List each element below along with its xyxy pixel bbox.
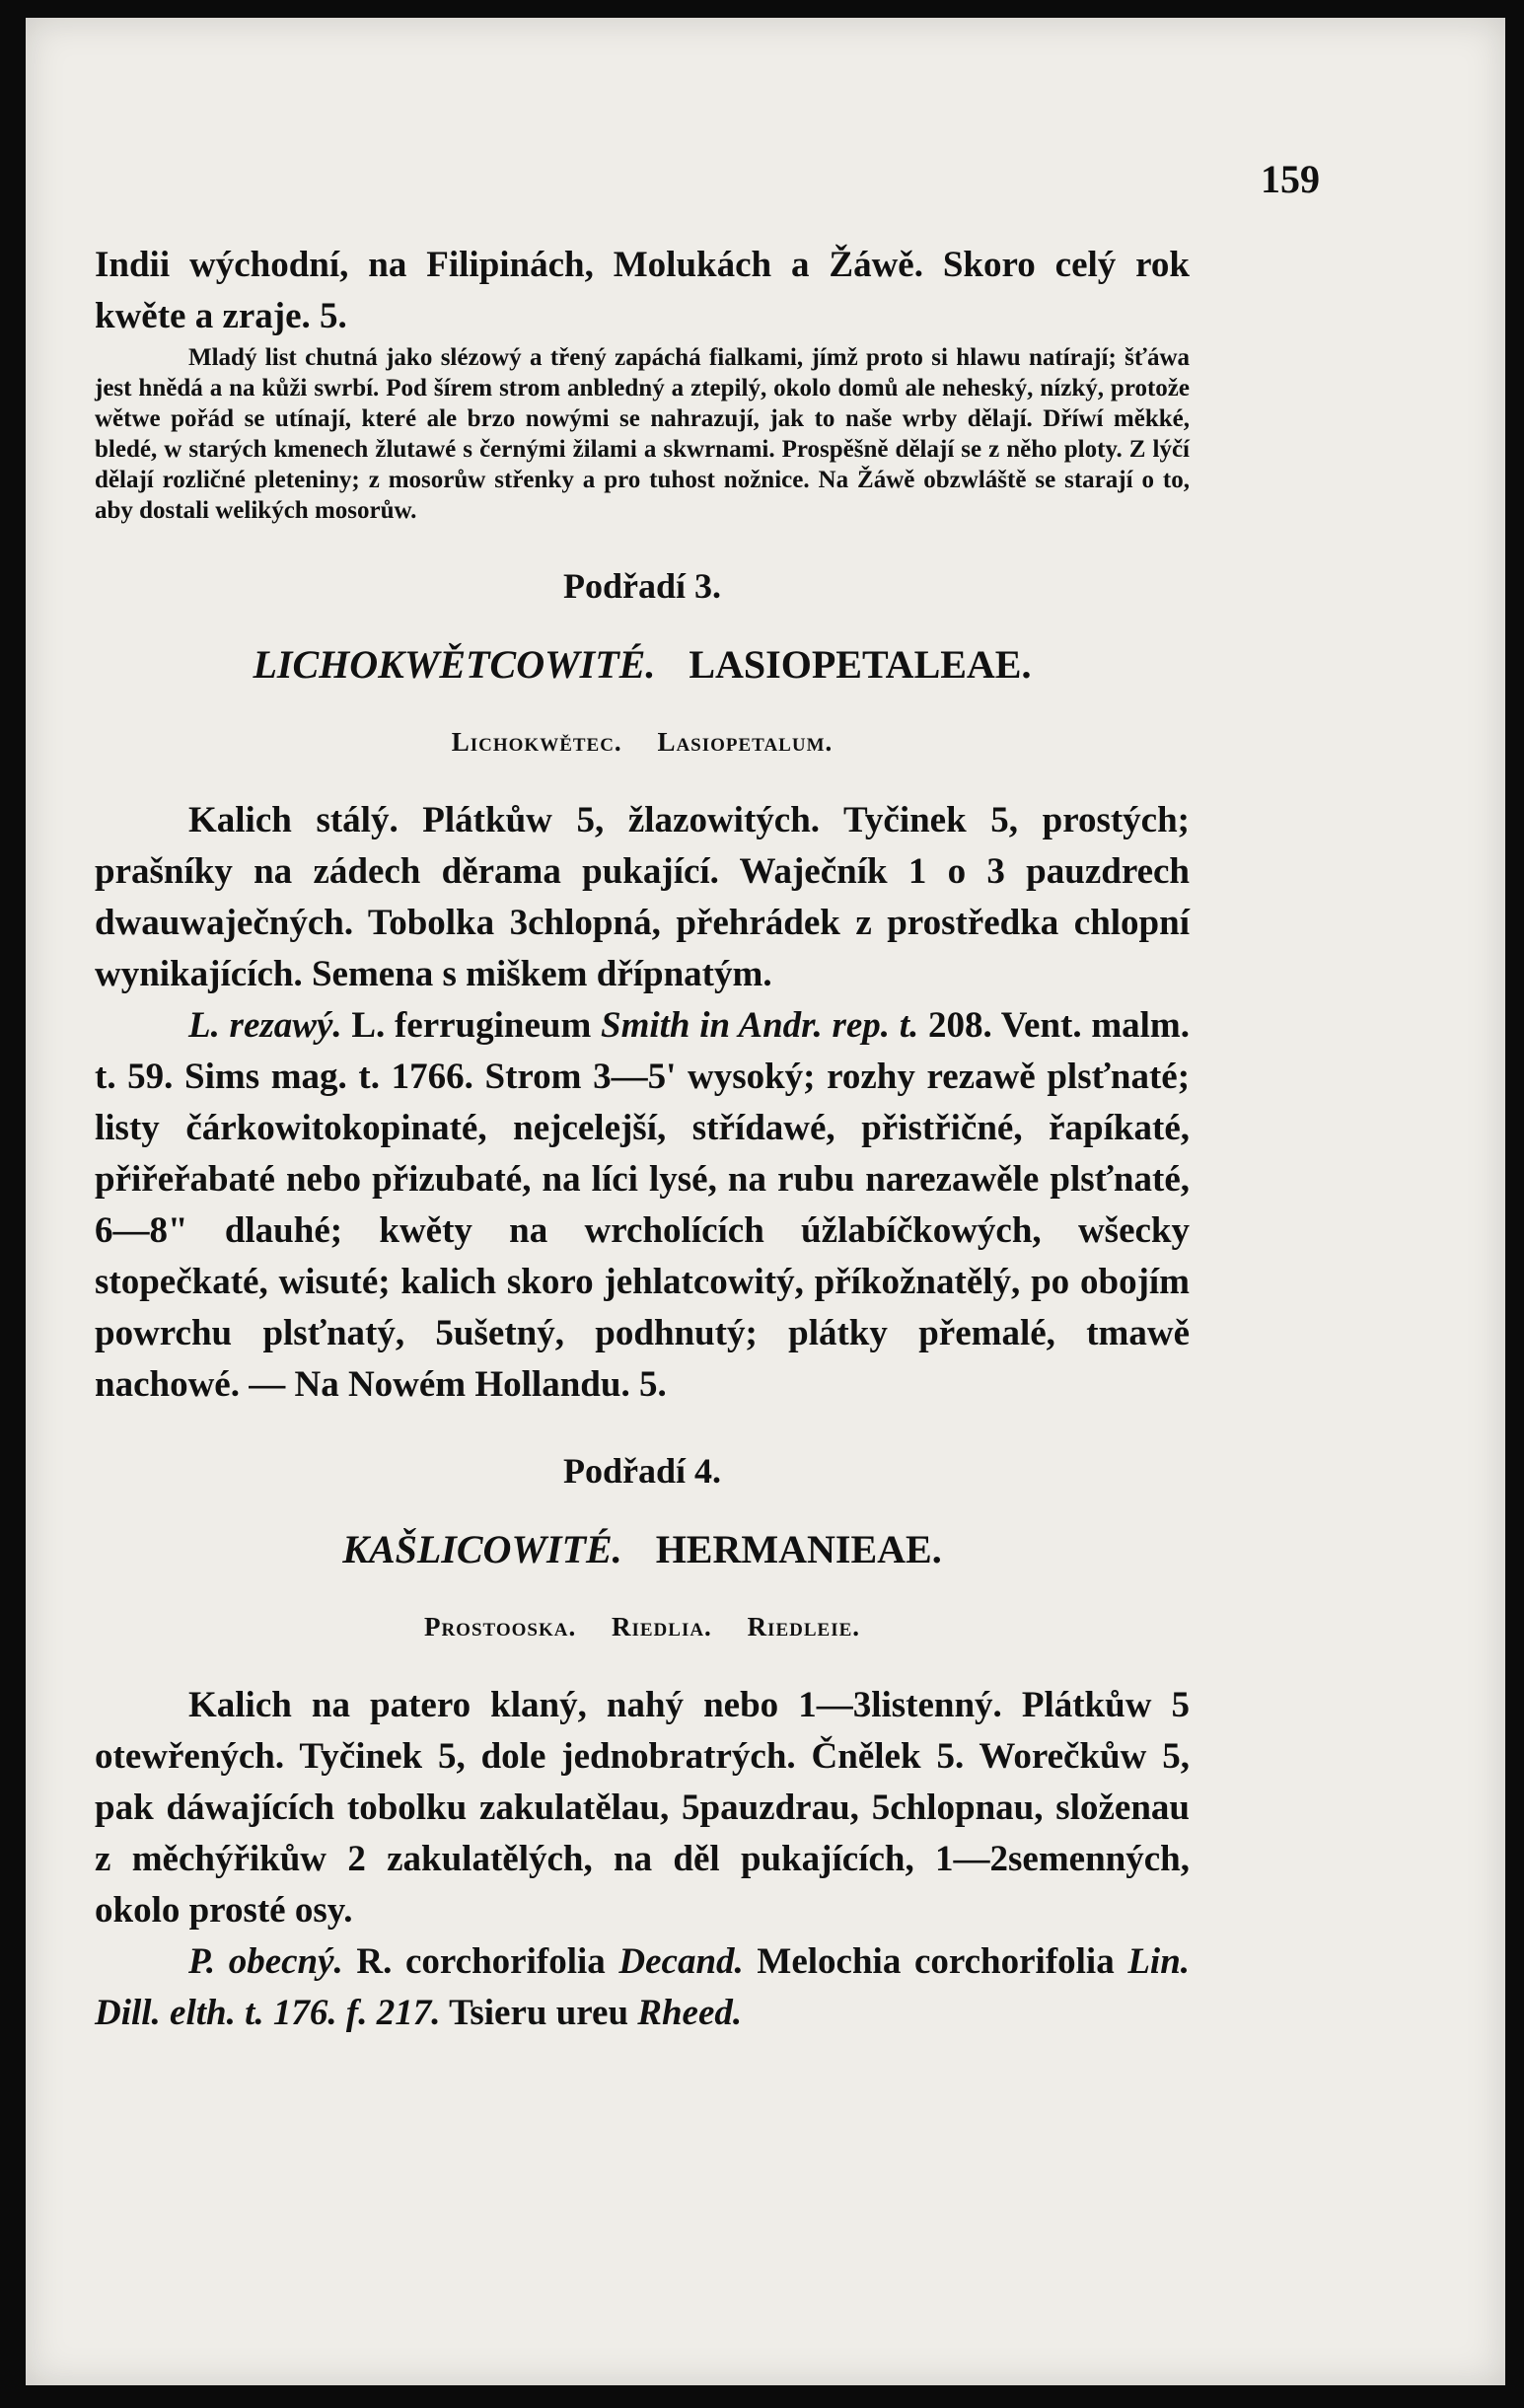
page-content [95, 240, 1190, 2039]
genus-4-czech-alt: Riedleie. [747, 1612, 861, 1642]
species-3-text: Strom 3—5' wysoký; rozhy rezawě plsťnaté; listy čárkowitokopinaté, nejcelejší, střídawé, přistřičné, řapíkaté, přiřeřabaté nebo přizubaté, na líci lysé, na rubu narezawěle plsťnaté, 6—8" dlauhé; kwěty na wrcholících úžlabíčkowých, wšecky stopečkaté, wisuté; kalich skoro jehlatcowitý, příkožnatělý, po obojím powrchu plsťnatý, 5ušetný, podhnutý; plátky přemalé, tmawě nachowé. — Na Nowém Hollandu. 5. [95, 1057, 1191, 1405]
page-number: 159 [1261, 157, 1320, 201]
genus-3-czech: Lichokwětec. [451, 727, 622, 757]
genus-3-latin: Lasiopetalum. [657, 727, 834, 757]
family-4-heading [95, 1526, 1190, 1572]
species-4-czech: P. obecný. [188, 1941, 343, 1982]
genus-3-heading [95, 727, 1190, 758]
intro-notes: Mladý list chutná jako slézowý a třený zapáchá fialkami, jímž proto si hlawu natírají; šťáwa jest hnědá a na kůži swrbí. Pod šírem strom anbledný a ztepilý, okolo domů ale neheský, nízký, protože wětwe pořád se utínají, které ale brzo nowými se nahrazují, jak to naše wrby dělají. Dříwí měkké, bledé, w starých kmenech žlutawé s černými žilami a skwrnami. Prospěšně dělají se z něho ploty. Z lýčí dělají rozličné pleteniny; z mosorůw střenky a pro tuhost nožnice. Na Žáwě obzwláště se starají o to, aby dostali welikých mosorůw. [95, 344, 1190, 524]
species-3-entry [95, 1000, 1190, 1411]
species-3-ref1: Smith in Andr. rep. t. [601, 1005, 919, 1046]
family-3-latin: LASIOPETALEAE. [689, 642, 1032, 687]
species-4-author: Decand. [618, 1941, 744, 1982]
species-4-ref: Lin. Dill. elth. t. 176. f. 217. [95, 1941, 1191, 2033]
genus-4-latin: Riedlia. [611, 1612, 712, 1642]
family-4-latin: HERMANIEAE. [655, 1527, 942, 1571]
species-4-synonym: Melochia corchorifolia [757, 1941, 1115, 1982]
suborder-4-heading: Podřadí 4. [562, 1451, 721, 1491]
species-4-ref2: Rheed. [637, 1993, 743, 2033]
species-3-czech: L. rezawý. [188, 1005, 342, 1046]
species-3-latin: L. ferrugineum [351, 1005, 592, 1046]
intro-paragraph: Indii wýchodní, na Filipinách, Molukách a Žáwě. Skoro celý rok kwěte a zraje. 5. [95, 245, 1190, 336]
species-3-ref2: 208. Vent. malm. t. 59. Sims mag. t. 1766. [95, 1005, 1190, 1097]
species-4-entry [95, 1936, 1190, 2039]
genus-4-description: Kalich na patero klaný, nahý nebo 1—3listenný. Plátkůw 5 otewřených. Tyčinek 5, dole jednobratrých. Čnělek 5. Worečkůw 5, pak dáwajících tobolku zakulatělau, 5pauzdrau, 5chlopnau, složenau z měchýřikůw 2 zakulatělých, na děl pukajících, 1—2semenných, okolo prosté osy. [95, 1685, 1190, 1931]
genus-4-heading [95, 1612, 1190, 1642]
genus-4-czech: Prostooska. [423, 1612, 577, 1642]
species-4-vernacular: Tsieru ureu [449, 1993, 629, 2033]
suborder-3-heading: Podřadí 3. [562, 566, 721, 606]
family-3-heading [95, 641, 1190, 688]
family-3-czech: LICHOKWĚTCOWITÉ. [253, 642, 656, 687]
genus-3-description: Kalich stálý. Plátkůw 5, žlazowitých. Tyčinek 5, prostých; prašníky na zádech děrama pukající. Waječník 1 o 3 pauzdrech dwauwaječných. Tobolka 3chlopná, přehrádek z prostředka chlopní wynikajících. Semena s miškem dřípnatým. [95, 800, 1190, 994]
species-4-latin: R. corchorifolia [356, 1941, 606, 1982]
family-4-czech: KAŠLICOWITÉ. [342, 1527, 622, 1571]
book-page [26, 18, 1505, 2385]
